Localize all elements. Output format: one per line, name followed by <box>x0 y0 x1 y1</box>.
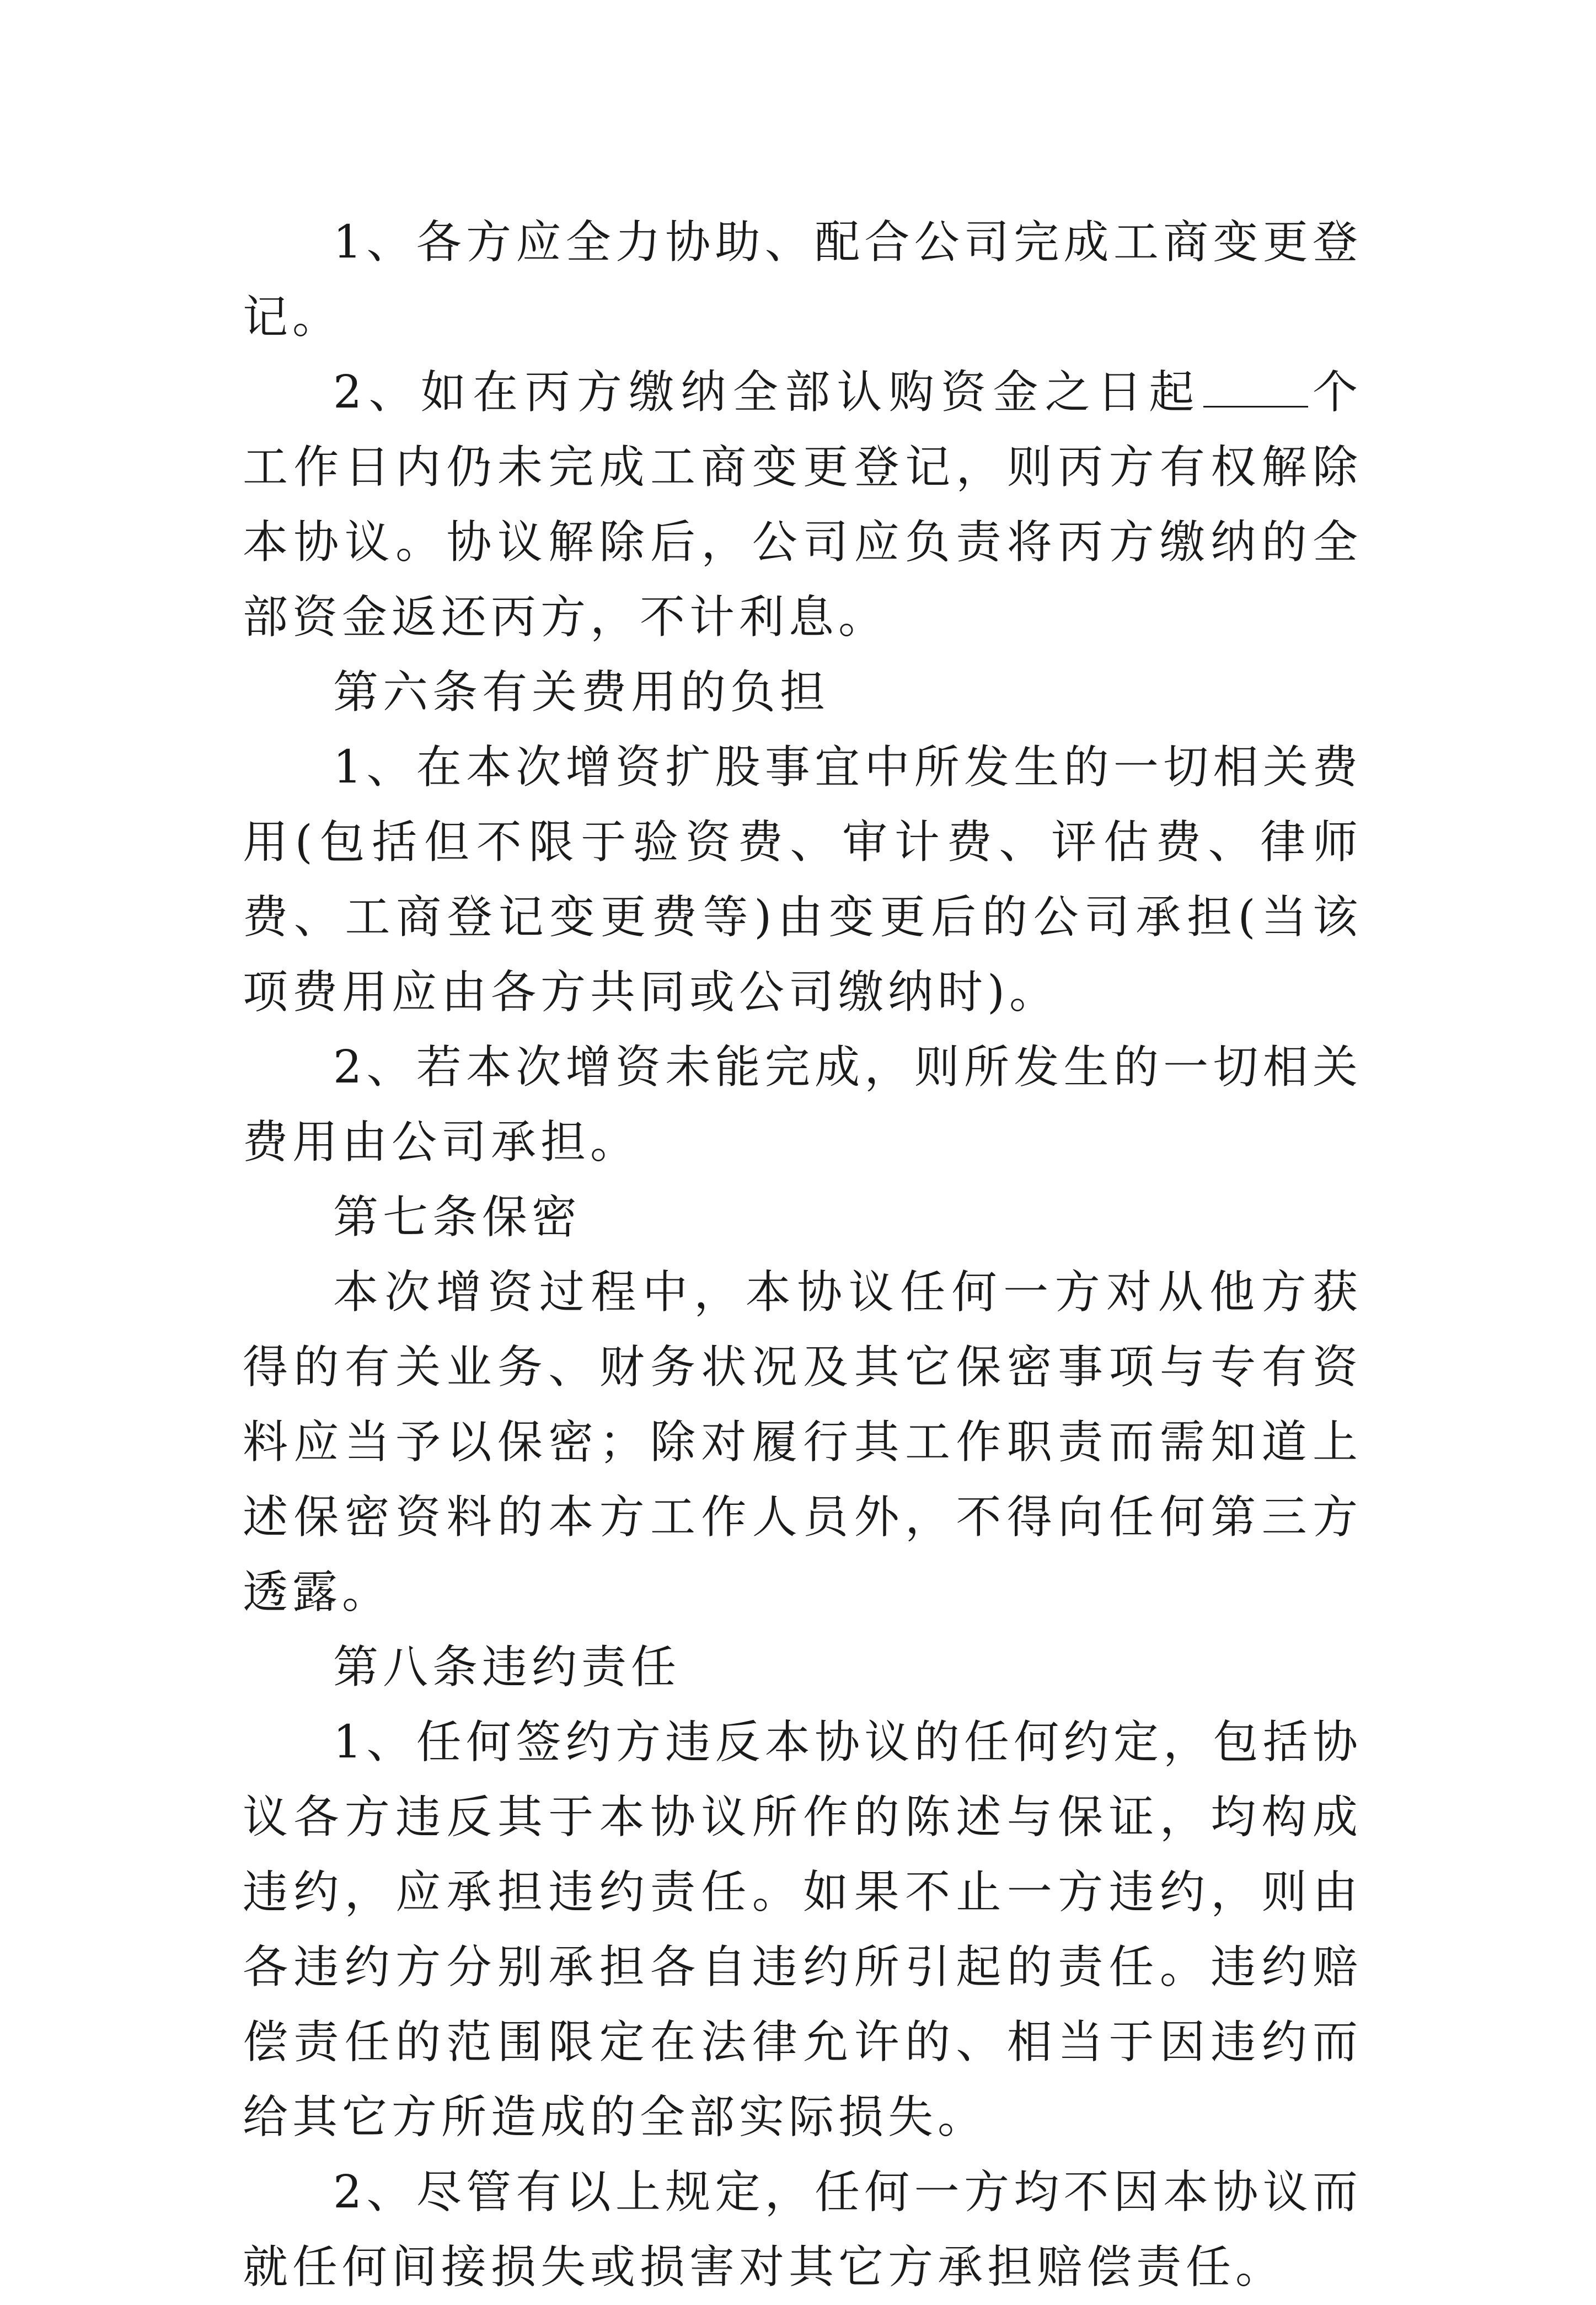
paragraph-breach-liability: 1、任何签约方违反本协议的任何约定，包括协议各方违反其于本协议所作的陈述与保证，均构成违约，应承担违约责任。如果不止一方违约，则由各违约方分别承担各自违约所引起的责任。违约赔偿责任的范围限定在法律允许的、相当于因违约而给其它方所造成的全部实际损失。 <box>243 1716 1362 2143</box>
paragraph-indirect-loss: 2、尽管有以上规定，任何一方均不因本协议而就任何间接损失或损害对其它方承担赔偿责任。 <box>243 2166 1362 2293</box>
paragraph-fees-bearing: 1、在本次增资扩股事宜中所发生的一切相关费用(包括但不限于验资费、审计费、评估费、律师费、工商登记变更费等)由变更后的公司承担(当该项费用应由各方共同或公司缴纳时)。 <box>243 741 1362 1019</box>
document-body <box>243 205 1362 2305</box>
heading-article-8: 第八条违约责任 <box>333 1641 681 1693</box>
paragraph-termination-right <box>243 355 1362 655</box>
paragraph-fees-unfinished: 2、若本次增资未能完成，则所发生的一切相关费用由公司承担。 <box>243 1041 1362 1168</box>
heading-article-7: 第七条保密 <box>333 1191 582 1243</box>
heading-article-6: 第六条有关费用的负担 <box>333 666 830 719</box>
paragraph-termination-right-part2: 个工作日内仍未完成工商变更登记，则丙方有权解除本协议。协议解除后，公司应负责将丙方缴纳的全部资金返还丙方，不计利息。 <box>243 366 1362 644</box>
paragraph-termination-right-part1: 2、如在丙方缴纳全部认购资金之日起 <box>333 366 1201 419</box>
paragraph-registration-cooperation: 1、各方应全力协助、配合公司完成工商变更登记。 <box>243 216 1362 344</box>
paragraph-confidentiality: 本次增资过程中，本协议任何一方对从他方获得的有关业务、财务状况及其它保密事项与专有资料应当予以保密；除对履行其工作职责而需知道上述保密资料的本方工作人员外，不得向任何第三方透露。 <box>243 1266 1362 1618</box>
fill-in-blank-days <box>1203 362 1308 408</box>
